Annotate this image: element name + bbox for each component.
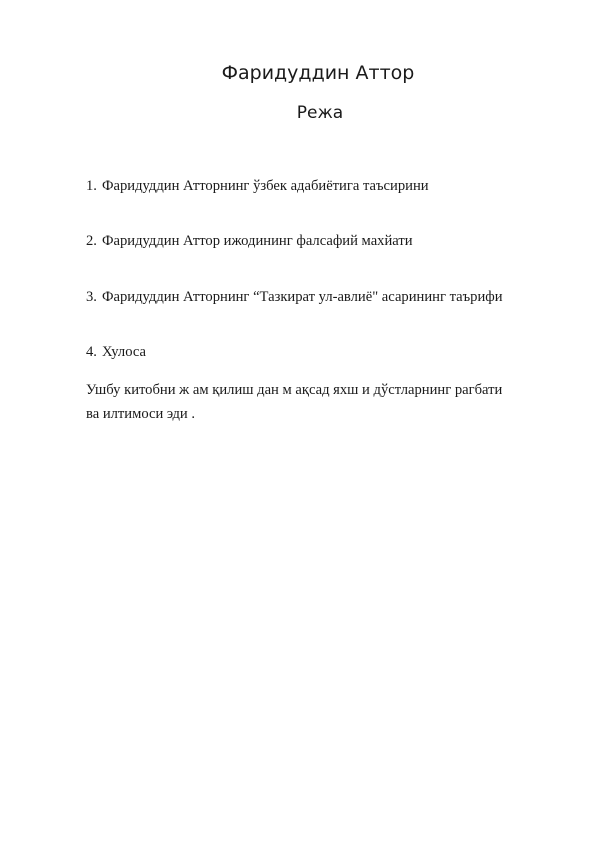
list-item-number: 3. xyxy=(86,289,97,305)
list-item xyxy=(86,176,429,196)
list-item-text: Фаридуддин Аттор ижодининг фалсафий махйати xyxy=(102,233,413,249)
document-subtitle: Режа xyxy=(296,103,344,123)
list-item-text: Фаридуддин Атторнинг “Тазкират ул-авлиё" асарининг таърифи xyxy=(102,289,503,305)
paragraph-line: Ушбу китобни ж ам қилиш дан м ақсад яхш и дўстларнинг рагбати xyxy=(86,382,503,398)
body-paragraph xyxy=(86,378,556,426)
list-item xyxy=(86,342,146,362)
list-item-text: Хулоса xyxy=(102,344,146,360)
list-item-text: Фаридуддин Атторнинг ўзбек адабиётига таъсирини xyxy=(102,178,429,194)
list-item-number: 2. xyxy=(86,233,97,249)
document-title: Фаридуддин Аттор xyxy=(221,62,415,84)
list-item-number: 1. xyxy=(86,178,97,194)
paragraph-line: ва илтимоси эди . xyxy=(86,406,195,422)
list-item xyxy=(86,287,503,307)
list-item-number: 4. xyxy=(86,344,97,360)
list-item xyxy=(86,231,413,251)
